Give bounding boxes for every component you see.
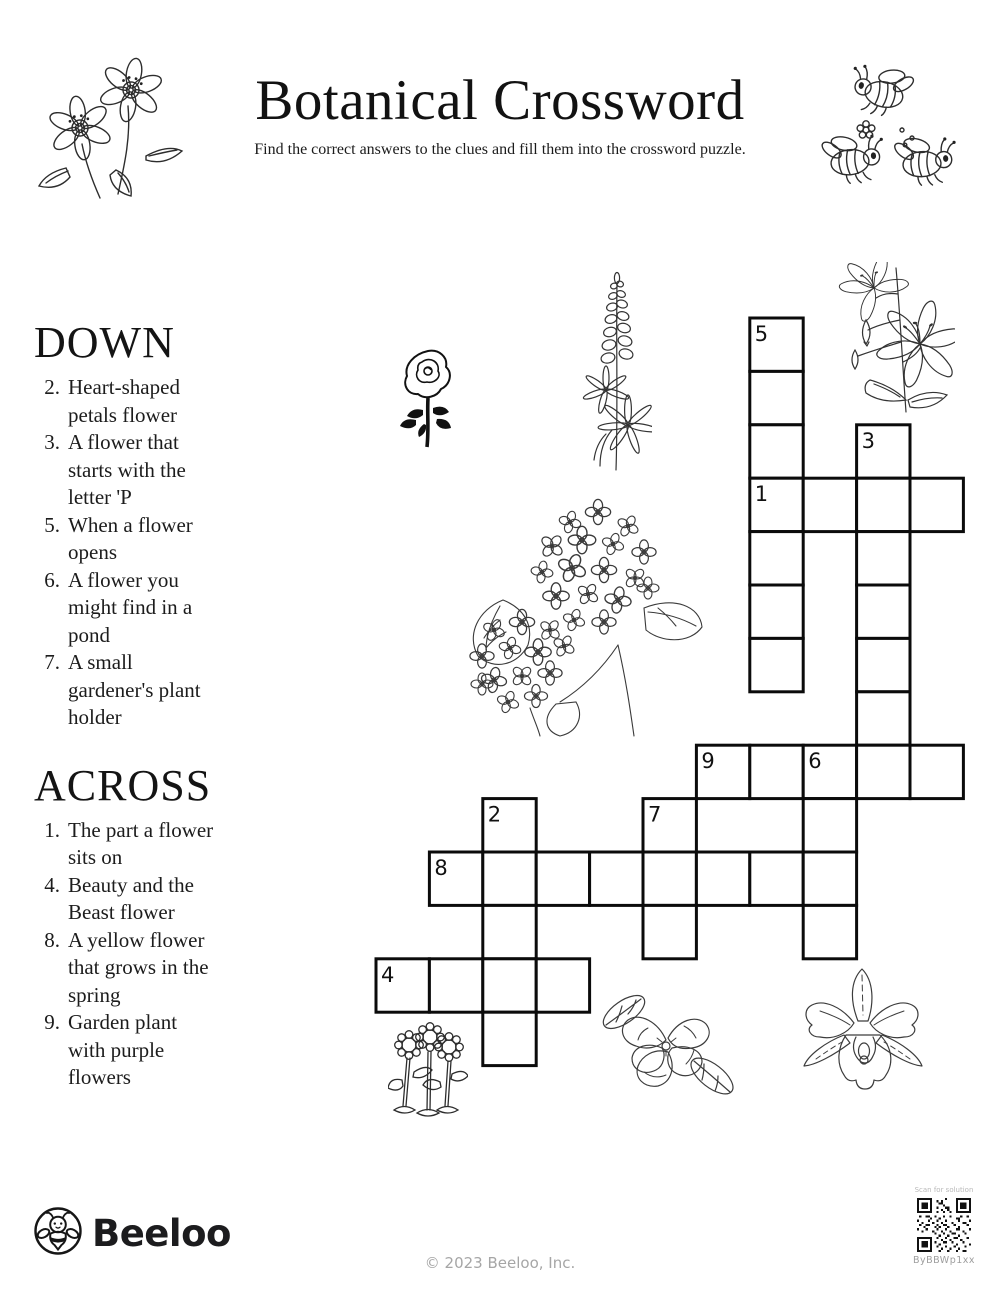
- clue-number: 3.: [44, 430, 60, 455]
- clue-text: A flower you might find in a pond: [68, 567, 193, 647]
- clue-number: 8.: [44, 927, 60, 952]
- qr-block: [886, 1186, 1000, 1266]
- grid-cell[interactable]: [910, 478, 963, 531]
- grid-cell[interactable]: [857, 478, 910, 531]
- clue-text: A yellow flower that grows in the spring: [68, 927, 209, 1007]
- qr-code-label: ByBBWp1xx: [912, 1255, 976, 1266]
- grid-cell-number: 8: [434, 856, 448, 880]
- grid-cell[interactable]: [750, 745, 803, 798]
- clue-text: The part a flower sits on: [68, 817, 214, 870]
- copyright-text: © 2023 Beeloo, Inc.: [424, 1254, 576, 1272]
- grid-cell[interactable]: [696, 852, 749, 905]
- clue-number: 7.: [44, 650, 60, 675]
- grid-cell[interactable]: [910, 745, 963, 798]
- clue-text: A flower that starts with the letter 'P: [68, 430, 186, 510]
- grid-cell[interactable]: [536, 959, 589, 1012]
- grid-cell-number: 6: [808, 749, 822, 774]
- grid-cell[interactable]: [750, 852, 803, 905]
- grid-cell[interactable]: [857, 585, 910, 638]
- grid-cell[interactable]: [483, 959, 536, 1012]
- grid-cell[interactable]: [857, 638, 910, 691]
- grid-cell[interactable]: [857, 692, 910, 745]
- page-subtitle: Find the correct answers to the clues and fill them into the crossword puzzle.: [254, 141, 746, 158]
- clue-text: Garden plant with purple flowers: [68, 1010, 178, 1090]
- grid-cell-number: 4: [381, 962, 395, 987]
- grid-cell[interactable]: [803, 799, 856, 852]
- down-heading: DOWN: [34, 318, 175, 367]
- clue-number: 1.: [44, 817, 60, 842]
- qr-code: [917, 1198, 971, 1252]
- grid-cell-number: 3: [861, 428, 875, 453]
- clue-number: 2.: [44, 375, 60, 400]
- grid-cell[interactable]: [643, 852, 696, 905]
- grid-cell-number: 1: [754, 482, 769, 507]
- grid-cell[interactable]: [857, 532, 910, 585]
- grid-cell[interactable]: [750, 371, 803, 424]
- clue-text: When a flower opens: [68, 512, 193, 565]
- grid-cell[interactable]: [803, 852, 856, 905]
- clue-number: 6.: [44, 567, 60, 592]
- clue-number: 9.: [44, 1010, 60, 1035]
- grid-cell[interactable]: [803, 905, 856, 958]
- grid-cell-number: 9: [701, 749, 715, 774]
- grid-cell[interactable]: [590, 852, 643, 905]
- grid-cell[interactable]: [803, 478, 856, 531]
- grid-cell-number: 2: [487, 802, 502, 827]
- grid-cell-number: 5: [754, 322, 769, 346]
- grid-cell[interactable]: [483, 852, 536, 905]
- grid-cell[interactable]: [429, 959, 482, 1012]
- qr-caption: Scan for solution: [914, 1186, 974, 1194]
- grid-cell[interactable]: [536, 852, 589, 905]
- grid-cell[interactable]: [643, 905, 696, 958]
- clue-number: 5.: [44, 512, 60, 537]
- across-heading: ACROSS: [34, 760, 212, 810]
- beeloo-wordmark: Beeloo: [92, 1212, 231, 1255]
- page-title: Botanical Crossword: [255, 69, 745, 132]
- grid-cell[interactable]: [483, 905, 536, 958]
- grid-cell[interactable]: [750, 425, 803, 478]
- grid-cell[interactable]: [857, 745, 910, 798]
- clue-number: 4.: [44, 872, 60, 897]
- clue-text: Beauty and the Beast flower: [68, 872, 194, 925]
- grid-cell[interactable]: [483, 1012, 536, 1065]
- clue-text: A small gardener's plant holder: [68, 650, 201, 730]
- clue-text: Heart-shaped petals flower: [68, 375, 180, 427]
- grid-cell[interactable]: [750, 638, 803, 691]
- grid-cell[interactable]: [750, 532, 803, 585]
- grid-cell[interactable]: [750, 585, 803, 638]
- grid-cell-number: 7: [648, 802, 662, 827]
